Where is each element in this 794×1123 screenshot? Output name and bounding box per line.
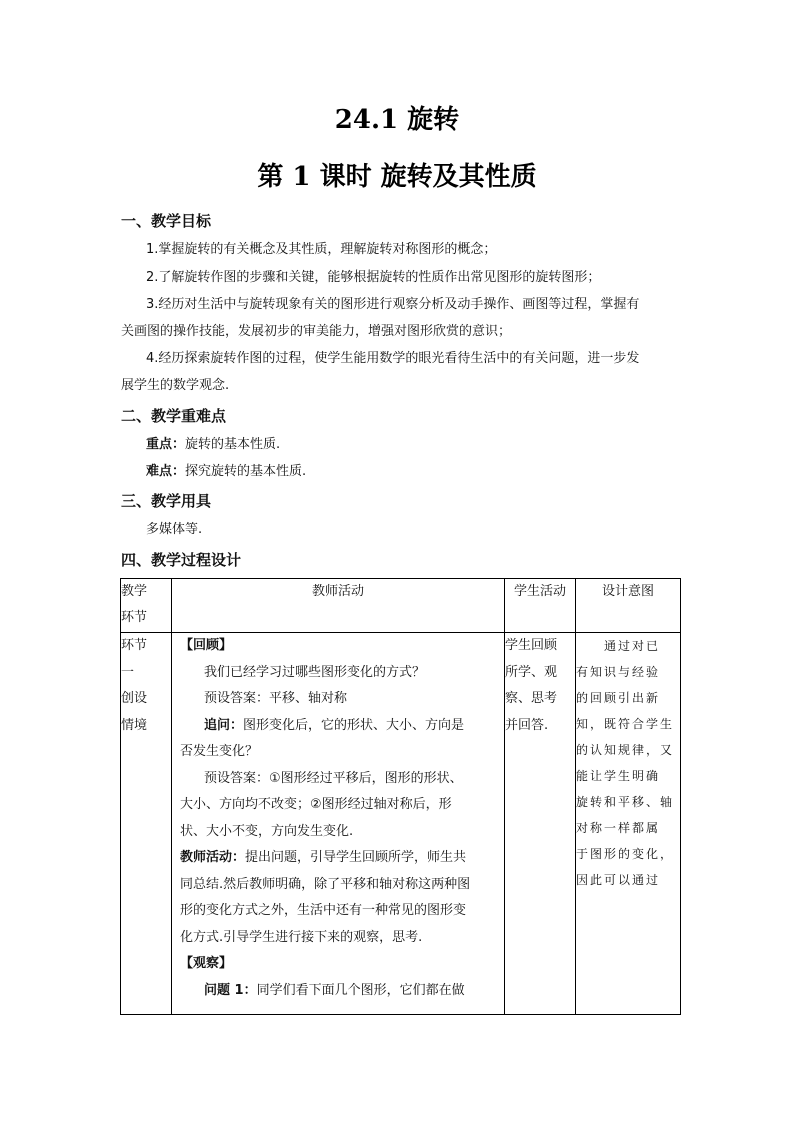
difficult-point-text: 探究旋转的基本性质. — [185, 464, 307, 479]
header-design-intent: 设计意图 — [576, 579, 681, 633]
lesson-subtitle: 第 1 课时 旋转及其性质 — [257, 162, 537, 192]
section-heading-objectives: 一、教学目标 — [121, 212, 212, 230]
objective-item-continued: 展学生的数学观念. — [121, 378, 230, 393]
stage-cell: 环节 一 创设 情境 — [121, 633, 172, 1015]
header-student-activity: 学生活动 — [505, 579, 576, 633]
process-table — [120, 578, 681, 1015]
objective-item: 1.掌握旋转的有关概念及其性质，理解旋转对称图形的概念； — [146, 242, 497, 257]
section-heading-tools: 三、教学用具 — [121, 492, 212, 510]
objective-item-continued: 关画图的操作技能，发展初步的审美能力，增强对图形欣赏的意识； — [121, 324, 512, 339]
lesson-title: 24.1 旋转 — [334, 105, 460, 135]
objective-item: 3.经历对生活中与旋转现象有关的图形进行观察分析及动手操作、画图等过程，掌握有 — [146, 297, 640, 312]
teacher-activity-cell: 【回顾】 我们已经学习过哪些图形变化的方式？ 预设答案：平移、轴对称 追问：图形变化后，它的形状、大小、方向是 否发生变化？ 预设答案：①图形经过平移后，图形的形状、 大小、方向均不改变；②图形经过轴对称后，形 状、大小不变，方向发生变化. 教师活动：提出问题，引导学生回顾所学，师生共 同总结.然后教师明确，除了平移和轴对称这两种图 形的变化方式之外，生活中还有一种常见的图形变 化方式.引导学生进行接下来的观察，思考. 【观察】 问题 1：同学们看下面几个图形，它们都在做 — [172, 633, 505, 1015]
table-header-row — [121, 579, 681, 633]
objective-item: 4.经历探索旋转作图的过程，使学生能用数学的眼光看待生活中的有关问题，进一步发 — [146, 351, 640, 366]
student-activity-cell: 学生回顾 所学、观 察、思考 并回答. — [505, 633, 576, 1015]
section-heading-key-points: 二、教学重难点 — [121, 407, 227, 425]
design-intent-cell: 通过对已 有知识与经验 的回顾引出新 知，既符合学生 的认知规律，又 能让学生明确 旋转和平移、轴 对称一样都属 于图形的变化， 因此可以通过 — [576, 633, 681, 1015]
objective-item: 2.了解旋转作图的步骤和关键，能够根据旋转的性质作出常见图形的旋转图形； — [146, 270, 601, 285]
key-point-text: 旋转的基本性质. — [185, 437, 281, 452]
difficult-point-line — [146, 464, 306, 480]
header-stage: 教学 环节 — [121, 579, 172, 633]
key-point-label: 重点： — [146, 437, 186, 452]
header-teacher-activity: 教师活动 — [172, 579, 505, 633]
section-heading-process: 四、教学过程设计 — [121, 551, 242, 569]
difficult-point-label: 难点： — [146, 464, 186, 479]
key-point-line — [146, 437, 280, 453]
table-row — [121, 633, 681, 1015]
tools-text: 多媒体等. — [146, 522, 203, 537]
